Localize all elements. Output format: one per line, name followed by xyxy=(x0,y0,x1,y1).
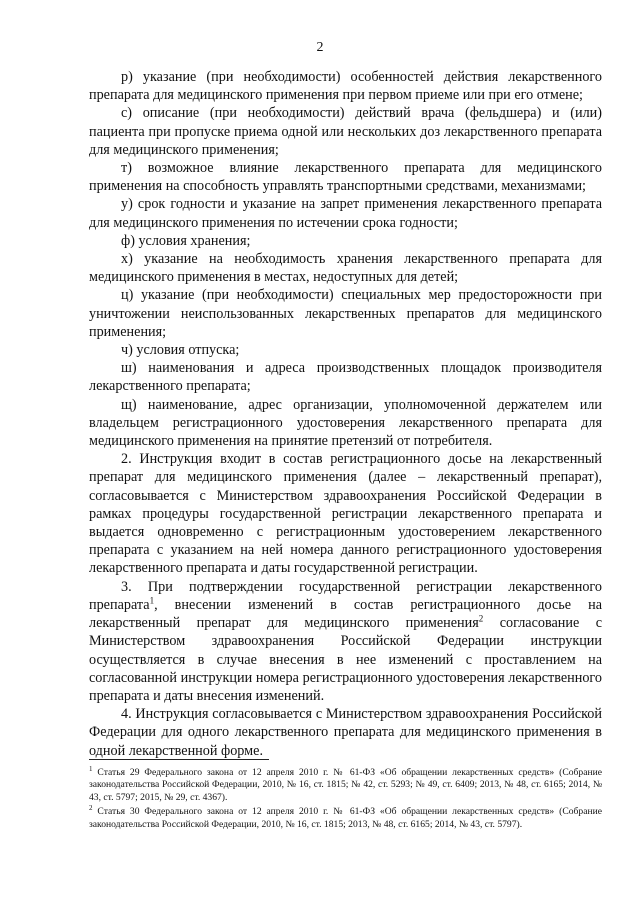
list-item: т) возможное влияние лекарственного препарата для медицинского применения на способность управлять транспортными средствами, механизмами; xyxy=(89,160,602,195)
list-item: с) описание (при необходимости) действий врача (фельдшера) и (или) пациента при пропуске приема одной или нескольких доз лекарственного препарата для медицинского применения; xyxy=(89,105,602,158)
paragraph-3-part-c: согласование с Министерством здравоохранения Российской Федерации инструкции осуществляется в случае внесения в нее изменений с проставлением на согласованной инструкции номера регистрационного удостоверения лекарственного препарата и даты внесения изменений. xyxy=(89,615,602,704)
paragraph-4: 4. Инструкция согласовывается с Министерством здравоохранения Российской Федерации для одного лекарственного препарата для медицинского применения в одной лекарственной форме. xyxy=(89,706,602,759)
list-item: ч) условия отпуска; xyxy=(121,342,240,359)
footnote-1 xyxy=(89,764,602,804)
footnotes xyxy=(89,759,602,833)
page-number: 2 xyxy=(316,40,324,55)
document-body xyxy=(89,68,602,760)
footnote-ref-1: 1 xyxy=(149,595,155,606)
list-item: щ) наименование, адрес организации, уполномоченной держателем или владельцем регистрационного удостоверения лекарственного препарата для медицинского применения на принятие претензий от потребителя. xyxy=(89,396,602,450)
footnote-text-1: Статья 29 Федерального закона от 12 апреля 2010 г. № 61-ФЗ «Об обращении лекарственных средств» (Собрание законодательства Российской Федерации, 2010, № 16, ст. 1815; № 42, ст. 5293; № 49, ст. 6409; 2013, № 48, ст. 6165; 2014, № 43, ст. 5797; 2015, № 29, ст. 4367). xyxy=(89,767,602,803)
paragraph-3-part-b: , внесении изменений в состав регистрационного досье на лекарственный препарат для медицинского применения xyxy=(89,596,602,632)
list-item: у) срок годности и указание на запрет применения лекарственного препарата для медицинского применения по истечении срока годности; xyxy=(89,196,602,231)
paragraph-2: 2. Инструкция входит в состав регистрационного досье на лекарственный препарат для медицинского применения (далее – лекарственный препарат), согласовывается с Министерством здравоохранения Российской Федерации в рамках процедуры государственной регистрации лекарственного препарата и выдается одновременно с регистрационным удостоверением лекарственного препарата с указанием на ней номера данного регистрационного удостоверения лекарственного препарата и даты государственной регистрации. xyxy=(89,451,602,577)
paragraph-3-part-a: 3. При подтверждении государственной регистрации лекарственного препарата xyxy=(89,578,602,613)
footnote-mark-1: 1 xyxy=(89,764,93,773)
list-item: ц) указание (при необходимости) специальных мер предосторожности при уничтожении неиспользованных лекарственных препаратов для медицинского применения; xyxy=(89,287,602,340)
footnote-ref-2: 2 xyxy=(478,613,484,624)
footnote-2 xyxy=(89,806,602,831)
footnote-text-2: Статья 30 Федерального закона от 12 апреля 2010 г. № 61-ФЗ «Об обращении лекарственных средств» (Собрание законодательства Российской Федерации, 2010, № 16, ст. 1815; 2013, № 48, ст. 6165; 2014, № 43, ст. 5797). xyxy=(89,806,602,830)
list-item: р) указание (при необходимости) особенностей действия лекарственного препарата для медицинского применения при первом приеме или при его отмене; xyxy=(89,69,602,104)
footnote-divider xyxy=(89,759,269,760)
list-item: х) указание на необходимость хранения лекарственного препарата для медицинского применения в местах, недоступных для детей; xyxy=(89,251,602,286)
paragraph-3 xyxy=(89,578,602,705)
list-item: ш) наименования и адреса производственных площадок производителя лекарственного препарата; xyxy=(89,360,602,395)
list-item: ф) условия хранения; xyxy=(121,232,251,249)
footnote-mark-2: 2 xyxy=(89,804,93,813)
